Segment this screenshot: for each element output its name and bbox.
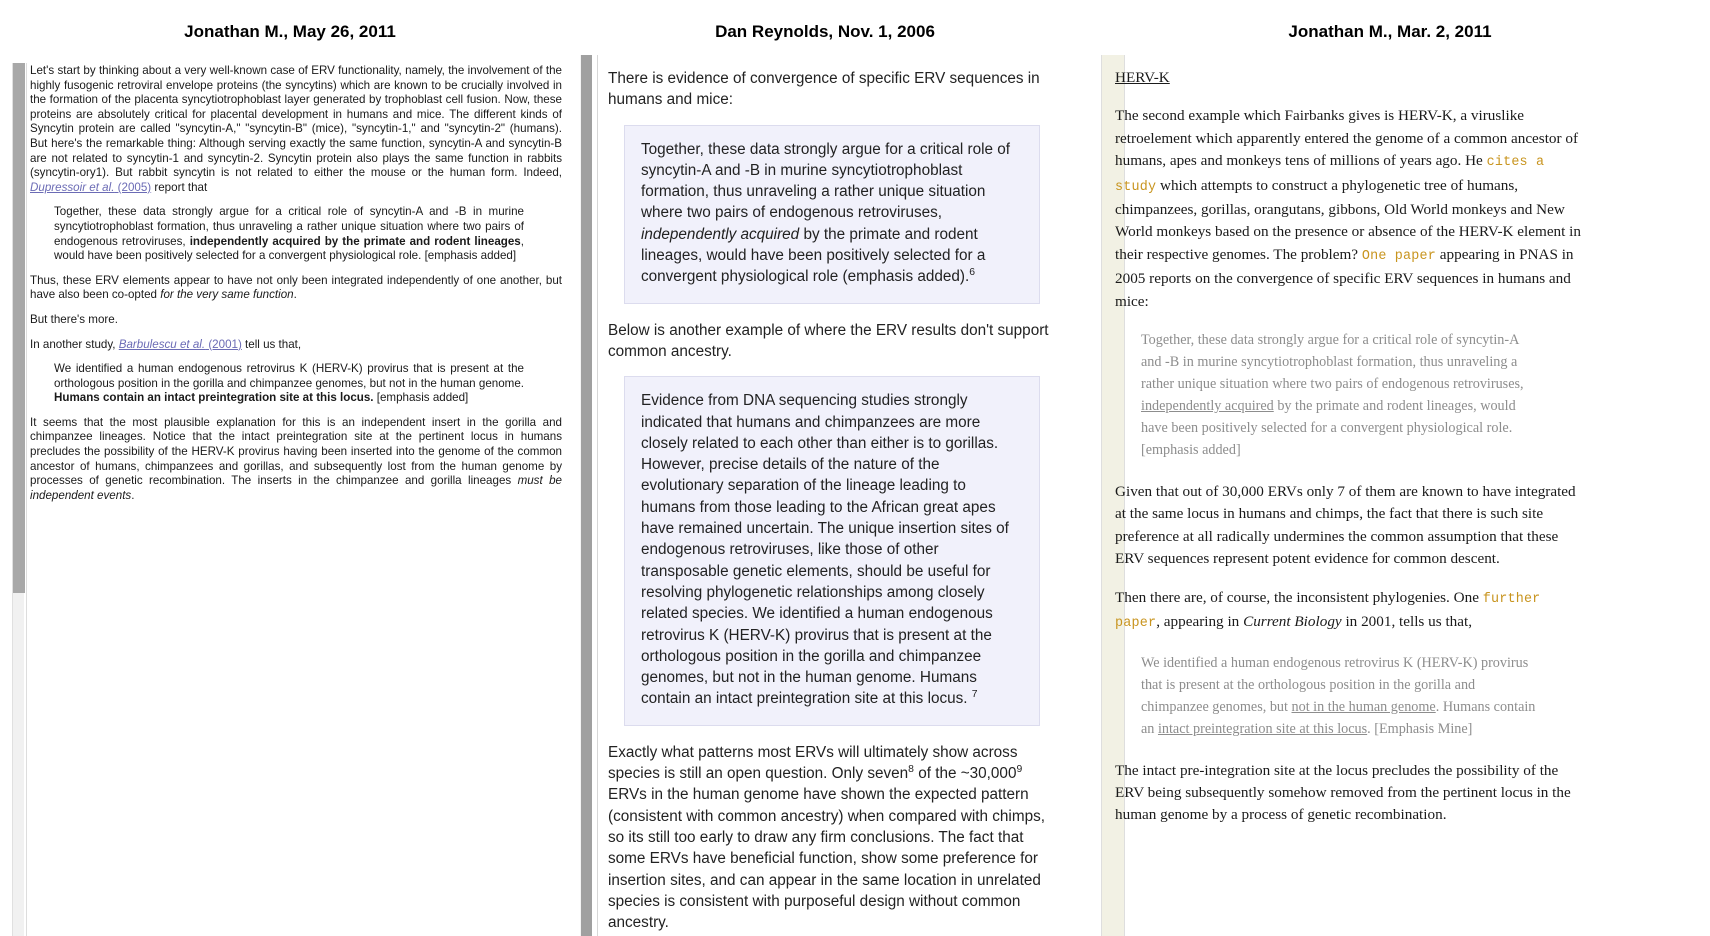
column-1-content	[30, 64, 562, 513]
barbulescu-2001-link[interactable]	[119, 338, 242, 351]
paragraph-text-tail: ERVs in the human genome have shown the expected pattern (consistent with common ancestry) when compared with chimps, so its still too early to draw any firm conclusions. The fact that some ERVs have beneficial function, show some preference for insertion sites, and can appear in the same location in unrelated species is consistent with purposeful design without common ancestry.	[608, 786, 1045, 932]
paragraph-text: It seems that the most plausible explanation for this is an independent insert in the gorilla and chimpanzee lineages. Notice that the intact preintegration site at the pertinent locus in humans precludes the possibility of the HERV-K provirus having been inserted into the genome of the common ancestor of humans, chimpanzees and gorillas, and subsequently lost from the human genome by processes of genetic recombination. The inserts in the chimpanzee and gorilla lineages	[30, 415, 562, 488]
blockquote-underline-2: intact preintegration site at this locus	[1157, 720, 1368, 737]
paragraph-text-tail: appearing in PNAS in 2005 reports on the convergence of specific ERV sequences in humans and mice:	[1115, 245, 1574, 310]
column-2-scrollbar-thumb[interactable]	[581, 55, 592, 936]
footnote-marker-8[interactable]: 8	[908, 763, 914, 775]
link-year: (2005)	[114, 180, 152, 194]
column-2-divider	[597, 55, 598, 936]
blockquote-herv-k	[1141, 652, 1541, 740]
column-1-scrollbar-thumb[interactable]	[13, 63, 25, 593]
column-1-title: Jonathan M., May 26, 2011	[184, 22, 396, 41]
paragraph-text-mid: , appearing in	[1156, 613, 1244, 631]
column-3-content	[1115, 67, 1585, 843]
blockquote-emphasis: independently acquired by the primate and rodent lineages	[189, 234, 521, 248]
blockquote-barbulescu	[54, 362, 524, 406]
blockquote-text-tail: , would have been positively selected for a convergent physiological role. [emphasis added]	[54, 234, 524, 263]
paragraph-text-mid: which attempts to construct a phylogenetic tree of humans, chimpanzees, gorillas, orangutans, gibbons, Old World monkeys and New World monkeys based on the presence or absence of the HERV-K element in their respective genomes. The problem?	[1115, 176, 1581, 263]
paragraph: But there's more.	[30, 312, 118, 326]
paragraph	[608, 742, 1058, 934]
paragraph-text: In another study,	[30, 337, 119, 351]
blockquote-text: Together, these data strongly argue for a critical role of syncytin-A and -B in murine syncytiotrophoblast formation, thus unraveling a rather unique situation where two pairs of endogenous retroviruses,	[641, 140, 1011, 222]
blockquote-italic: independently acquired	[641, 225, 800, 243]
footnote-marker-6[interactable]: 6	[969, 267, 975, 279]
column-2-content	[608, 68, 1058, 936]
footnote-marker-7[interactable]: 7	[971, 689, 978, 701]
cites-a-study-link[interactable]: cites a study	[1115, 155, 1545, 195]
column-2-panel	[580, 55, 1070, 936]
blockquote-text: Together, these data strongly argue for a critical role of syncytin-A and -B in murine syncytiotrophoblast formation, thus unraveling a rather unique situation where two pairs of endogenous retroviruses,	[54, 205, 524, 248]
column-3-title: Jonathan M., Mar. 2, 2011	[1288, 22, 1492, 41]
paragraph: The intact pre-integration site at the locus precludes the possibility of the ERV being subsequently somehow removed from the pertinent locus in the human genome by a process of genetic recombination.	[1115, 761, 1571, 824]
paragraph-text-tail: tell us that,	[241, 337, 302, 351]
column-3-panel	[1070, 55, 1710, 936]
blockquote-text-mid: . Humans contain an	[1141, 698, 1536, 737]
paragraph-text: Then there are, of course, the inconsistent phylogenies. One	[1115, 588, 1483, 606]
blockquote-underline-1: not in the human genome	[1291, 698, 1436, 715]
blockquote-text-tail: . [Emphasis Mine]	[1367, 720, 1473, 737]
paragraph: Below is another example of where the ERV results don't support common ancestry.	[608, 321, 1049, 360]
paragraph-italic: for the very same function	[160, 288, 294, 302]
blockquote-dupressoir	[54, 205, 524, 263]
paragraph-text: Let's start by thinking about a very well-known case of ERV functionality, namely, the involvement of the highly fusogenic retroviral envelope proteins (the syncytins) which are known to be crucially involved in the formation of the placenta syncytiotrophoblast layer generated by trophoblast cell fusion. Now, these proteins are absolutely critical for placental development in humans and mice. The different kinds of Syncytin protein are called "syncytin-A," "syncytin-B" (mice), "syncytin-1," and "syncytin-2" (humans). But here's the remarkable thing: Although serving exactly the same function, syncytin-A and syncytin-B are not related to syncytin-1 and syncytin-2. Syncytin protein also plays the same function in rabbits (syncytin-ory1). But rabbit syncytin is not related to either the mouse or the human form. Indeed,	[30, 64, 562, 180]
column-1-scrollbar[interactable]	[12, 63, 24, 936]
blockquote-text: We identified a human endogenous retrovirus K (HERV-K) provirus that is present at the orthologous position in the gorilla and chimpanzee genomes, but	[1141, 654, 1529, 715]
paragraph-text-tail: .	[131, 488, 135, 502]
herv-k-heading: HERV-K	[1115, 69, 1170, 86]
further-paper-link[interactable]: further paper	[1115, 591, 1541, 632]
blockquote-text-tail: by the primate and rodent lineages, would have been positively selected for a convergent physiological role. [emphasis added]	[1141, 398, 1516, 459]
paragraph	[30, 416, 562, 504]
one-paper-link[interactable]: One paper	[1361, 248, 1436, 264]
paragraph-text: Thus, these ERV elements appear to have not only been integrated independently of one another, but have also been co-opted	[30, 273, 562, 302]
paragraph	[1115, 587, 1585, 636]
link-year: (2001)	[205, 337, 242, 351]
blockquote-dna-sequencing	[624, 376, 1040, 725]
blockquote-syncytin	[624, 125, 1040, 304]
link-author: Dupressoir et al.	[30, 180, 115, 194]
dupressoir-2005-link[interactable]	[30, 181, 151, 194]
paragraph-italic: must be independent events	[30, 474, 562, 502]
paragraph	[1115, 105, 1585, 313]
column-1-panel	[0, 55, 580, 936]
column-2-title: Dan Reynolds, Nov. 1, 2006	[715, 22, 935, 41]
column-1-divider	[26, 63, 27, 936]
paragraph-text: The second example which Fairbanks gives is HERV-K, a viruslike retroelement which apparently entered the genome of a common ancestor of humans, apes and monkeys tens of millions of years ago. He	[1115, 107, 1579, 170]
blockquote-text: We identified a human endogenous retrovirus K (HERV-K) provirus that is present at the orthologous position in the gorilla and chimpanzee genomes, but not in the human genome.	[54, 362, 524, 390]
paragraph: Given that out of 30,000 ERVs only 7 of them are known to have integrated at the same locus in humans and chimps, the fact that there is such site preference at all radically undermines the common assumption that these ERV sequences represent potent evidence for common descent.	[1115, 483, 1576, 568]
paragraph-text-tail: in 2001, tells us that,	[1341, 613, 1473, 631]
link-author: Barbulescu et al.	[118, 337, 206, 351]
blockquote-text-tail: [emphasis added]	[373, 391, 469, 405]
footnote-marker-9[interactable]: 9	[1016, 763, 1023, 775]
blockquote-syncytin	[1141, 329, 1541, 461]
blockquote-emphasis: Humans contain an intact preintegration site at this locus.	[54, 391, 374, 405]
column-headers	[0, 0, 1710, 55]
journal-name: Current Biology	[1243, 613, 1342, 631]
paragraph-text-tail: report that	[151, 180, 208, 194]
paragraph-text-tail: .	[293, 288, 297, 302]
paragraph: There is evidence of convergence of specific ERV sequences in humans and mice:	[608, 70, 1040, 109]
paragraph-text-mid: of the ~30,000	[913, 765, 1017, 783]
paragraph-text: Exactly what patterns most ERVs will ultimately show across species is still an open question. Only seven	[608, 743, 1018, 783]
paragraph	[30, 64, 562, 195]
blockquote-text: Evidence from DNA sequencing studies strongly indicated that humans and chimpanzees are more closely related to each other than either is to gorillas. However, precise details of the nature of the evolutionary separation of the lineage leading to humans from those leading to the African great apes have remained uncertain. The unique insertion sites of endogenous retroviruses, like those of other transposable genetic elements, should be useful for resolving phylogenetic relationships among closely related species. We identified a human endogenous retrovirus K (HERV-K) provirus that is present at the orthologous position in the gorilla and chimpanzee genomes, but not in the human genome. Humans contain an intact preintegration site at this locus.	[641, 392, 1009, 708]
blockquote-underline: independently acquired	[1141, 398, 1274, 415]
paragraph	[30, 338, 562, 353]
blockquote-text-tail: by the primate and rodent lineages, would have been positively selected for a convergent physiological role (emphasis added).	[641, 225, 986, 286]
column-2-scrollbar[interactable]	[580, 55, 592, 936]
blockquote-text: Together, these data strongly argue for a critical role of syncytin-A and -B in murine syncytiotrophoblast formation, thus unraveling a rather unique situation where two pairs of endogenous retroviruses,	[1141, 332, 1524, 393]
paragraph	[30, 274, 562, 303]
